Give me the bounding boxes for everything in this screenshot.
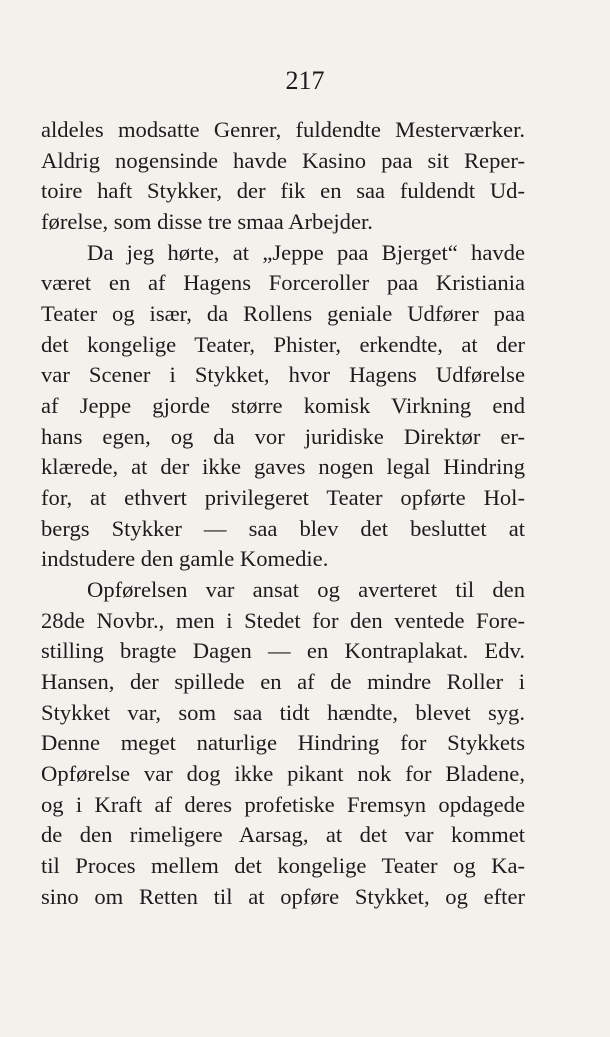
text-line: det kongelige Teater, Phister, erkendte, at der: [41, 331, 525, 357]
text-line: indstudere den gamle Komedie.: [41, 546, 329, 572]
text-line: toire haft Stykker, der fik en saa fuldendt Ud-: [41, 178, 525, 204]
text-line: af Jeppe gjorde større komisk Virkning end: [41, 393, 525, 419]
text-line: aldeles modsatte Genrer, fuldendte Mesterværker.: [41, 117, 525, 142]
text-line: 28de Novbr., men i Stedet for den ventede Fore-: [41, 607, 525, 633]
text-line: de den rimeligere Aarsag, at det var kommet: [41, 822, 525, 848]
text-line: Denne meget naturlige Hindring for Stykkets: [41, 730, 525, 756]
text-line: stilling bragte Dagen — en Kontraplakat. Edv.: [41, 638, 525, 664]
text-line: været en af Hagens Forceroller paa Kristiania: [41, 270, 525, 296]
text-line: Opførelse var dog ikke pikant nok for Bladene,: [41, 761, 525, 787]
text-line: til Proces mellem det kongelige Teater og Ka-: [41, 853, 525, 879]
text-line: Aldrig nogensinde havde Kasino paa sit Reper-: [41, 147, 525, 173]
text-line: klærede, at der ikke gaves nogen legal Hindring: [41, 454, 525, 480]
text-line: hans egen, og da vor juridiske Direktør er-: [41, 423, 525, 449]
text-line: førelse, som disse tre smaa Arbejder.: [41, 209, 373, 235]
text-line: Teater og især, da Rollens geniale Udfører paa: [41, 301, 525, 327]
text-line: bergs Stykker — saa blev det besluttet at: [41, 515, 525, 541]
text-line: var Scener i Stykket, hvor Hagens Udførelse: [41, 362, 525, 388]
text-line: sino om Retten til at opføre Stykket, og efter: [41, 883, 525, 909]
text-line: Stykket var, som saa tidt hændte, blevet syg.: [41, 699, 525, 725]
text-line: Opførelsen var ansat og averteret til den: [87, 577, 525, 603]
body-text: [41, 115, 525, 912]
page-number: 217: [285, 66, 325, 95]
text-line: og i Kraft af deres profetiske Fremsyn opdagede: [41, 791, 525, 817]
text-line: Hansen, der spillede en af de mindre Roller i: [41, 669, 525, 695]
text-line: for, at ethvert privilegeret Teater opførte Hol-: [41, 485, 525, 511]
text-line: Da jeg hørte, at „Jeppe paa Bjerget“ havde: [87, 239, 525, 265]
